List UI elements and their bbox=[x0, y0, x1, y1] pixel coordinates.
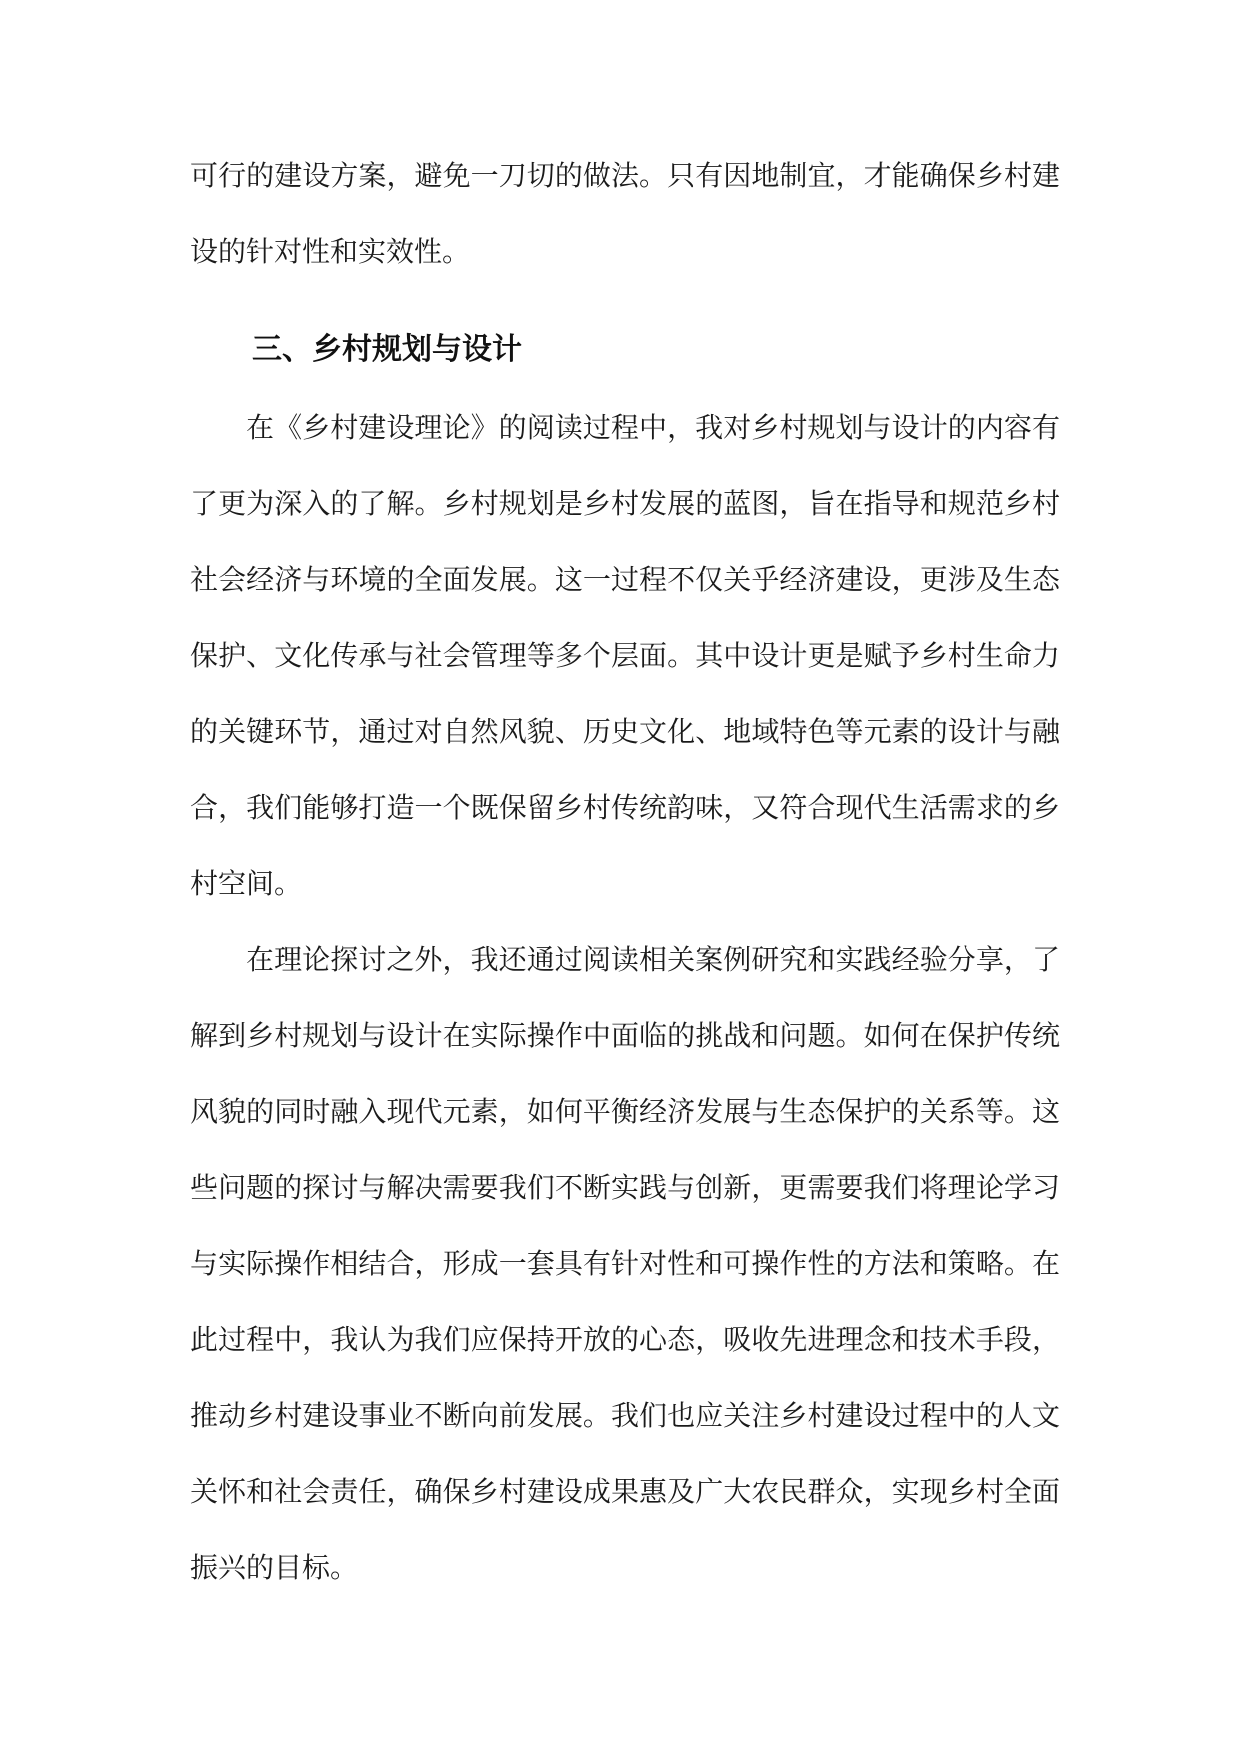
paragraph-1: 在《乡村建设理论》的阅读过程中，我对乡村规划与设计的内容有了更为深入的了解。乡村规划是乡村发展的蓝图，旨在指导和规范乡村社会经济与环境的全面发展。这一过程不仅关乎经济建设，更涉及生态保护、文化传承与社会管理等多个层面。其中设计更是赋予乡村生命力的关键环节，通过对自然风貌、历史文化、地域特色等元素的设计与融合，我们能够打造一个既保留乡村传统韵味，又符合现代生活需求的乡村空间。 bbox=[190, 411, 1060, 900]
paragraph-2: 在理论探讨之外，我还通过阅读相关案例研究和实践经验分享，了解到乡村规划与设计在实际操作中面临的挑战和问题。如何在保护传统风貌的同时融入现代元素，如何平衡经济发展与生态保护的关系等。这些问题的探讨与解决需要我们不断实践与创新，更需要我们将理论学习与实际操作相结合，形成一套具有针对性和可操作性的方法和策略。在此过程中，我认为我们应保持开放的心态，吸收先进理念和技术手段，推动乡村建设事业不断向前发展。我们也应关注乡村建设过程中的人文关怀和社会责任，确保乡村建设成果惠及广大农民群众，实现乡村全面振兴的目标。 bbox=[190, 943, 1060, 1584]
document-body bbox=[190, 138, 1060, 1606]
continued-paragraph: 可行的建设方案，避免一刀切的做法。只有因地制宜，才能确保乡村建设的针对性和实效性。 bbox=[190, 159, 1060, 268]
section-heading: 三、乡村规划与设计 bbox=[252, 332, 522, 367]
